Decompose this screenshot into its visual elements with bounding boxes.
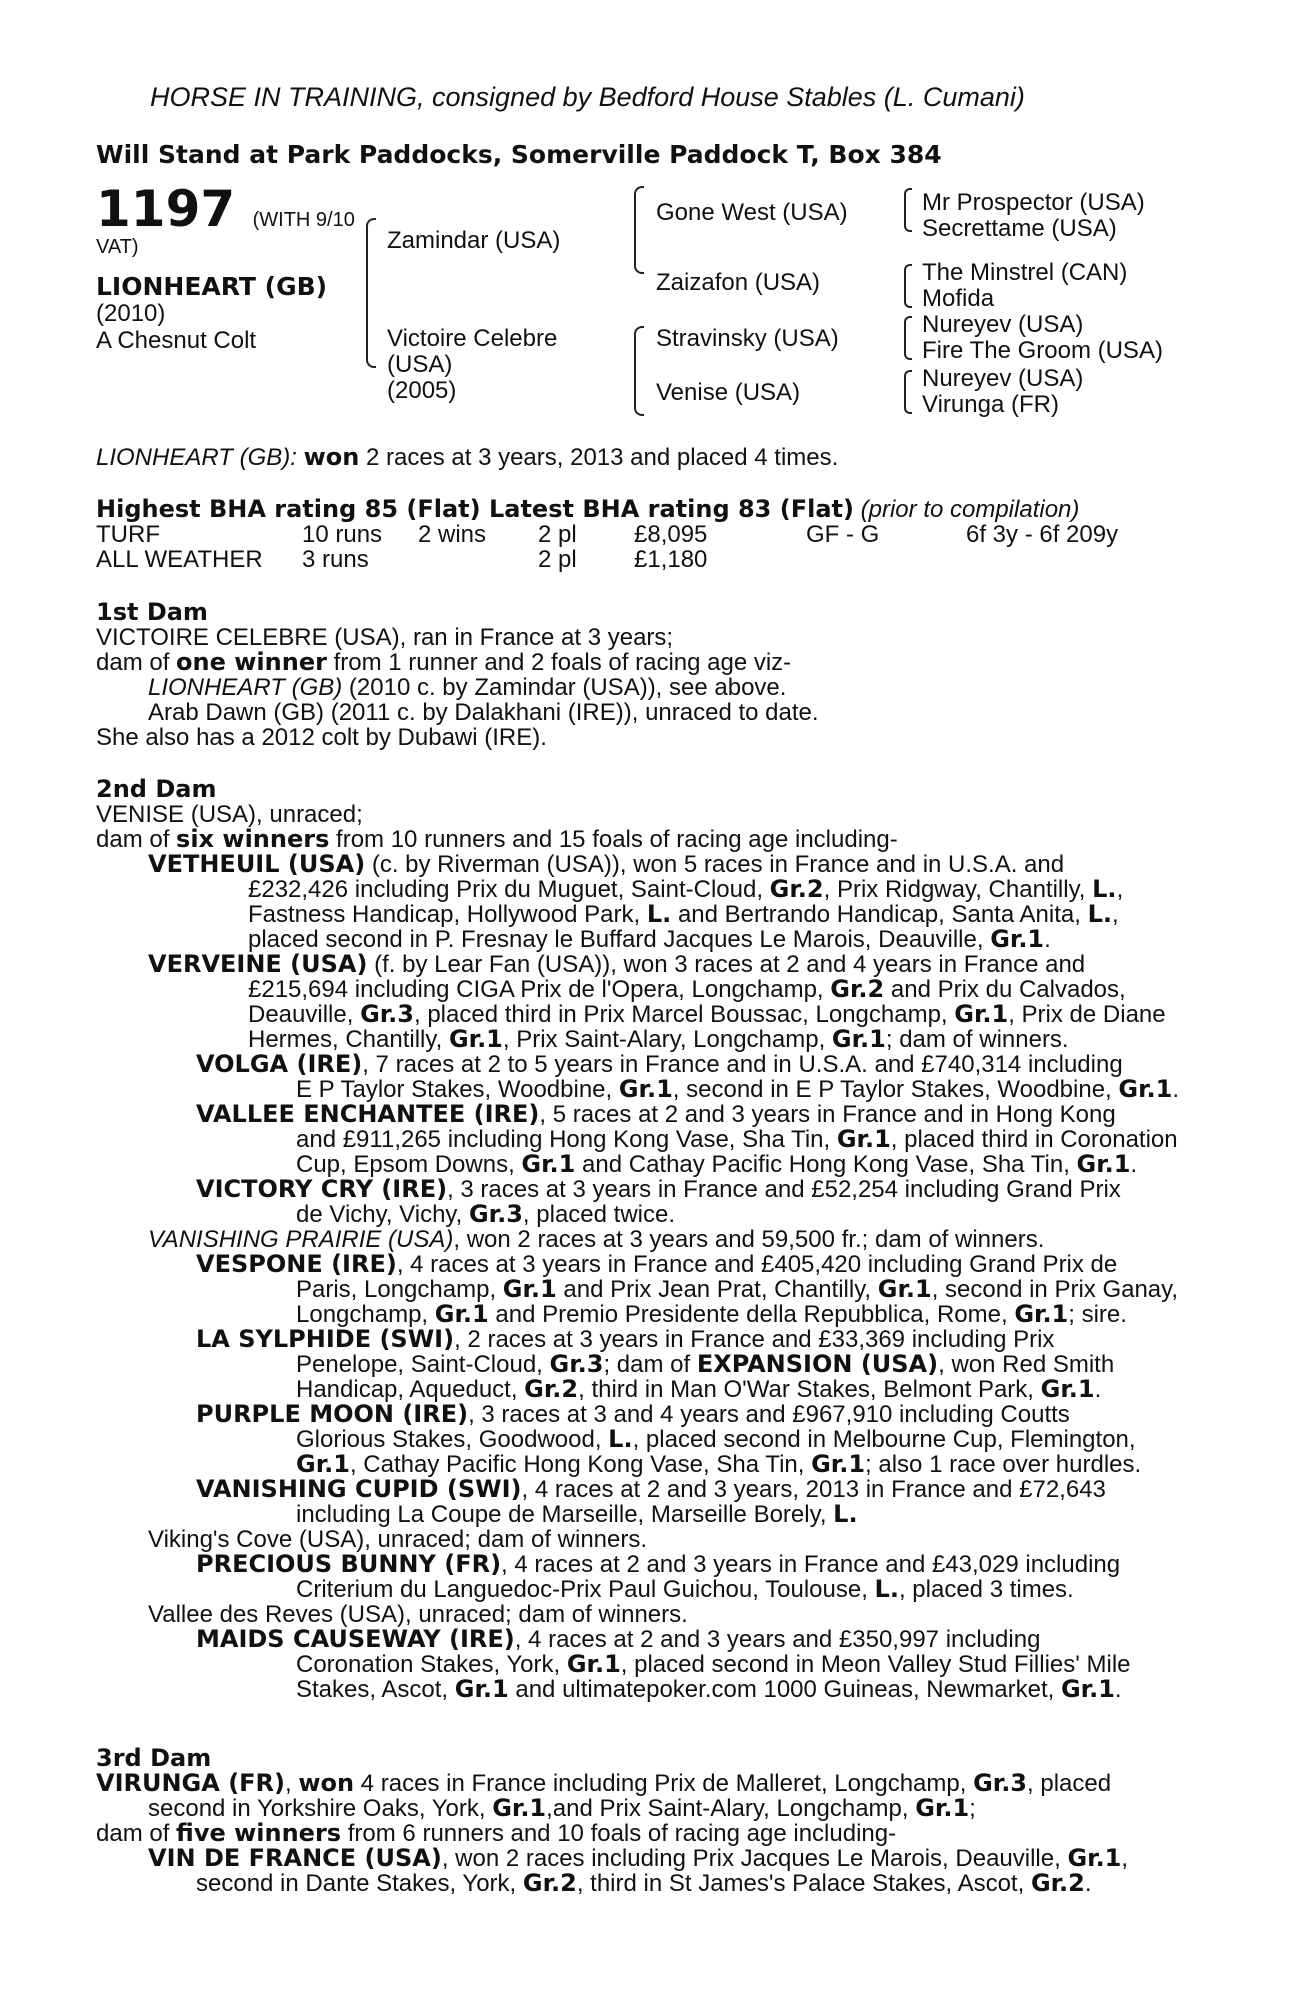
vat-note: (WITH 9/10: [252, 209, 355, 231]
vat-note-cont: VAT): [96, 236, 139, 258]
vanishing-cupid-entry: VANISHING CUPID (SWI), 4 races at 2 and 3 years, 2013 in France and £72,643: [196, 1475, 1106, 1503]
vikings-cove-entry: Viking's Cove (USA), unraced; dam of winners.: [148, 1526, 648, 1553]
precious-bunny-entry: PRECIOUS BUNNY (FR), 4 races at 2 and 3 years in France and £43,029 including: [196, 1550, 1121, 1578]
pedigree-dam-year: (2005): [387, 377, 457, 404]
pedigree-brace-dd: [904, 370, 912, 414]
pedigree-dam-sire: Stravinsky (USA): [656, 325, 839, 352]
pedigree-dd-dam: Virunga (FR): [922, 391, 1059, 418]
second-dam-section: 2nd Dam VENISE (USA), unraced; dam of six winners from 10 runners and 15 foals of racing age including- VETHEUIL (USA) (c. by Riverman (USA)), won 5 races in France and in U.S.A. and £232,426 including Prix du Muguet, Saint-Cloud, Gr.2, Prix Ridgway, Chantilly, L., Fastness Handicap, Hollywood Park, L. and Bertrando Handicap, Santa Anita, L., placed second in P. Fresnay le Buffard Jacques Le Marois, Deauville, Gr.1. VERVEINE (USA) (f. by Lear Fan (USA)), won 3 races at 2 and 4 years in France and £215,694 including CIGA Prix de l'Opera, Longchamp, Gr.2 and Prix du Calvados, Deauville, Gr.3, placed third in Prix Marcel Boussac, Longchamp, Gr.1, Prix de Diane Hermes, Chantilly, Gr.1, Prix Saint-Alary, Longchamp, Gr.1; dam of winners. VOLGA (IRE), 7 races at 2 to 5 years in France and in U.S.A. and £740,314 including E P Taylor Stakes, Woodbine, Gr.1, second in E P Taylor Stakes, Woodbine, Gr.1. VALLEE ENCHANTEE (IRE), 5 races at 2 and 3 years in France and in Hong Kong and £911,265 including Hong Kong Vase, Sha Tin, Gr.1, placed third in Coronation Cup, Epsom Downs, Gr.1 and Cathay Pacific Hong Kong Vase, Sha Tin, Gr.1. VICTORY CRY (IRE), 3 races at 3 years in France and £52,254 including Grand Prix de Vichy, Vichy, Gr.3, placed twice. VANISHING PRAIRIE (USA), won 2 races at 3 years and 59,500 fr.; dam of winners. VESPONE (IRE), 4 races at 3 years in France and £405,420 including Grand Prix de Paris, Longchamp, Gr.1 and Prix Jean Prat, Chantilly, Gr.1, second in Prix Ganay, Longchamp, Gr.1 and Premio Presidente della Repubblica, Rome, Gr.1; sire. LA SYLPHIDE (SWI), 2 races at 3 years in France and £33,369 including Prix Penelope, Saint-Cloud, Gr.3; dam of EXPANSION (USA), won Red Smith Handicap, Aqueduct, Gr.2, third in Man O'War Stakes, Belmont Park, Gr.1. PURPLE MOON (IRE), 3 races at 3 and 4 years and £967,910 including Coutts Glorious Stakes, Goodwood, L., placed second in Melbourne Cup, Flemington, Gr.1, Cathay Pacific Hong Kong Vase, Sha Tin, Gr.1; also 1 race over hurdles. VANISHING CUPID (SWI), 4 races at 2 and 3 years, 2013 in France and £72,643 including La Coupe de Marseille, Marseille Borely, L. Viking's Cove (USA), unraced; dam of winners. PRECIOUS BUNNY (FR), 4 races at 2 and 3 years in France and £43,029 including Criterium du Languedoc-Prix Paul Guichou, Toulouse, L., placed 3 times. Vallee des Reves (USA), unraced; dam of winners. MAIDS CAUSEWAY (IRE), 4 races at 2 and 3 years and £350,997 including Coronation Stakes, York, Gr.1, placed second in Meon Valley Stud Fillies' Mile Stakes, Ascot, Gr.1 and ultimatepoker.com 1000 Guineas, Newmarket, Gr.1.: [96, 777, 1216, 1702]
pedigree-brace-sire: [634, 186, 644, 274]
stand-location: Will Stand at Park Paddocks, Somerville Paddock T, Box 384: [96, 140, 942, 169]
pedigree-brace-ss: [904, 188, 912, 232]
pedigree-sire-sire: Gone West (USA): [656, 199, 848, 226]
vespone-entry: VESPONE (IRE), 4 races at 3 years in France and £405,420 including Grand Prix de: [196, 1250, 1118, 1278]
vin-de-france-entry: VIN DE FRANCE (USA), won 2 races including Prix Jacques Le Marois, Deauville, Gr.1,: [148, 1844, 1129, 1872]
pedigree-dam: Victoire Celebre: [387, 325, 558, 352]
pedigree-brace-dam: [634, 326, 644, 416]
vanishing-prairie-entry: VANISHING PRAIRIE (USA), won 2 races at 3 years and 59,500 fr.; dam of winners.: [148, 1226, 1045, 1253]
pedigree-sd-dam: Mofida: [922, 285, 995, 312]
victory-cry-entry: VICTORY CRY (IRE), 3 races at 3 years in France and £52,254 including Grand Prix: [196, 1175, 1121, 1203]
purple-moon-entry: PURPLE MOON (IRE), 3 races at 3 and 4 years and £967,910 including Coutts: [196, 1400, 1070, 1428]
pedigree-dam-country: (USA): [387, 351, 453, 378]
pedigree-ds-sire: Nureyev (USA): [922, 311, 1084, 338]
la-sylphide-entry: LA SYLPHIDE (SWI), 2 races at 3 years in France and £33,369 including Prix: [196, 1325, 1055, 1353]
bha-rating: Highest BHA rating 85 (Flat) Latest BHA rating 83 (Flat) (prior to compilation): [96, 495, 1080, 523]
lot-number-line: [96, 180, 355, 238]
pedigree-dd-sire: Nureyev (USA): [922, 365, 1084, 392]
vallee-des-reves-entry: Vallee des Reves (USA), unraced; dam of winners.: [148, 1601, 688, 1628]
pedigree-sd-sire: The Minstrel (CAN): [922, 259, 1128, 286]
pedigree-brace-sd: [904, 264, 912, 308]
pedigree-ss-sire: Mr Prospector (USA): [922, 189, 1145, 216]
race-record-table: [96, 522, 1118, 572]
table-row: ALL WEATHER 3 runs 2 pl £1,180: [96, 546, 708, 573]
pedigree-dam-dam: Venise (USA): [656, 379, 801, 406]
race-summary: LIONHEART (GB): won 2 races at 3 years, 2013 and placed 4 times.: [96, 443, 839, 471]
horse-description: A Chesnut Colt: [96, 327, 257, 354]
lot-number: 1197: [96, 180, 236, 238]
third-dam-section: 3rd Dam VIRUNGA (FR), won 4 races in France including Prix de Malleret, Longchamp, Gr.3, placed second in Yorkshire Oaks, York, Gr.1,and Prix Saint-Alary, Longchamp, Gr.1; dam of five winners from 6 runners and 10 foals of racing age including- VIN DE FRANCE (USA), won 2 races including Prix Jacques Le Marois, Deauville, Gr.1, second in Dante Stakes, York, Gr.2, third in St James's Palace Stakes, Ascot, Gr.2.: [96, 1746, 1216, 1896]
maids-causeway-entry: MAIDS CAUSEWAY (IRE), 4 races at 2 and 3 years and £350,997 including: [196, 1625, 1041, 1653]
verveine-entry: VERVEINE (USA) (f. by Lear Fan (USA)), won 3 races at 2 and 4 years in France and: [148, 950, 1086, 978]
pedigree-sire-dam: Zaizafon (USA): [656, 269, 821, 296]
catalogue-header: HORSE IN TRAINING, consigned by Bedford House Stables (L. Cumani): [150, 82, 1025, 112]
vallee-enchantee-entry: VALLEE ENCHANTEE (IRE), 5 races at 2 and 3 years in France and in Hong Kong: [196, 1100, 1116, 1128]
horse-year: (2010): [96, 300, 166, 327]
horse-name: LIONHEART (GB): [96, 272, 328, 301]
volga-entry: VOLGA (IRE), 7 races at 2 to 5 years in France and in U.S.A. and £740,314 including: [196, 1050, 1123, 1078]
pedigree-ss-dam: Secrettame (USA): [922, 215, 1117, 242]
pedigree-brace-ds: [904, 316, 912, 360]
pedigree-ds-dam: Fire The Groom (USA): [922, 337, 1163, 364]
vetheuil-entry: VETHEUIL (USA) (c. by Riverman (USA)), won 5 races in France and in U.S.A. and: [148, 850, 1065, 878]
table-row: TURF 10 runs 2 wins 2 pl £8,095 GF - G 6f 3y - 6f 209y: [96, 521, 1119, 548]
first-dam-section: 1st Dam VICTOIRE CELEBRE (USA), ran in France at 3 years; dam of one winner from 1 runner and 2 foals of racing age viz- LIONHEART (GB) (2010 c. by Zamindar (USA)), see above. Arab Dawn (GB) (2011 c. by Dalakhani (IRE)), unraced to date. She also has a 2012 colt by Dubawi (IRE).: [96, 598, 819, 751]
pedigree-brace-main: [366, 218, 376, 368]
pedigree-sire: Zamindar (USA): [387, 227, 561, 254]
